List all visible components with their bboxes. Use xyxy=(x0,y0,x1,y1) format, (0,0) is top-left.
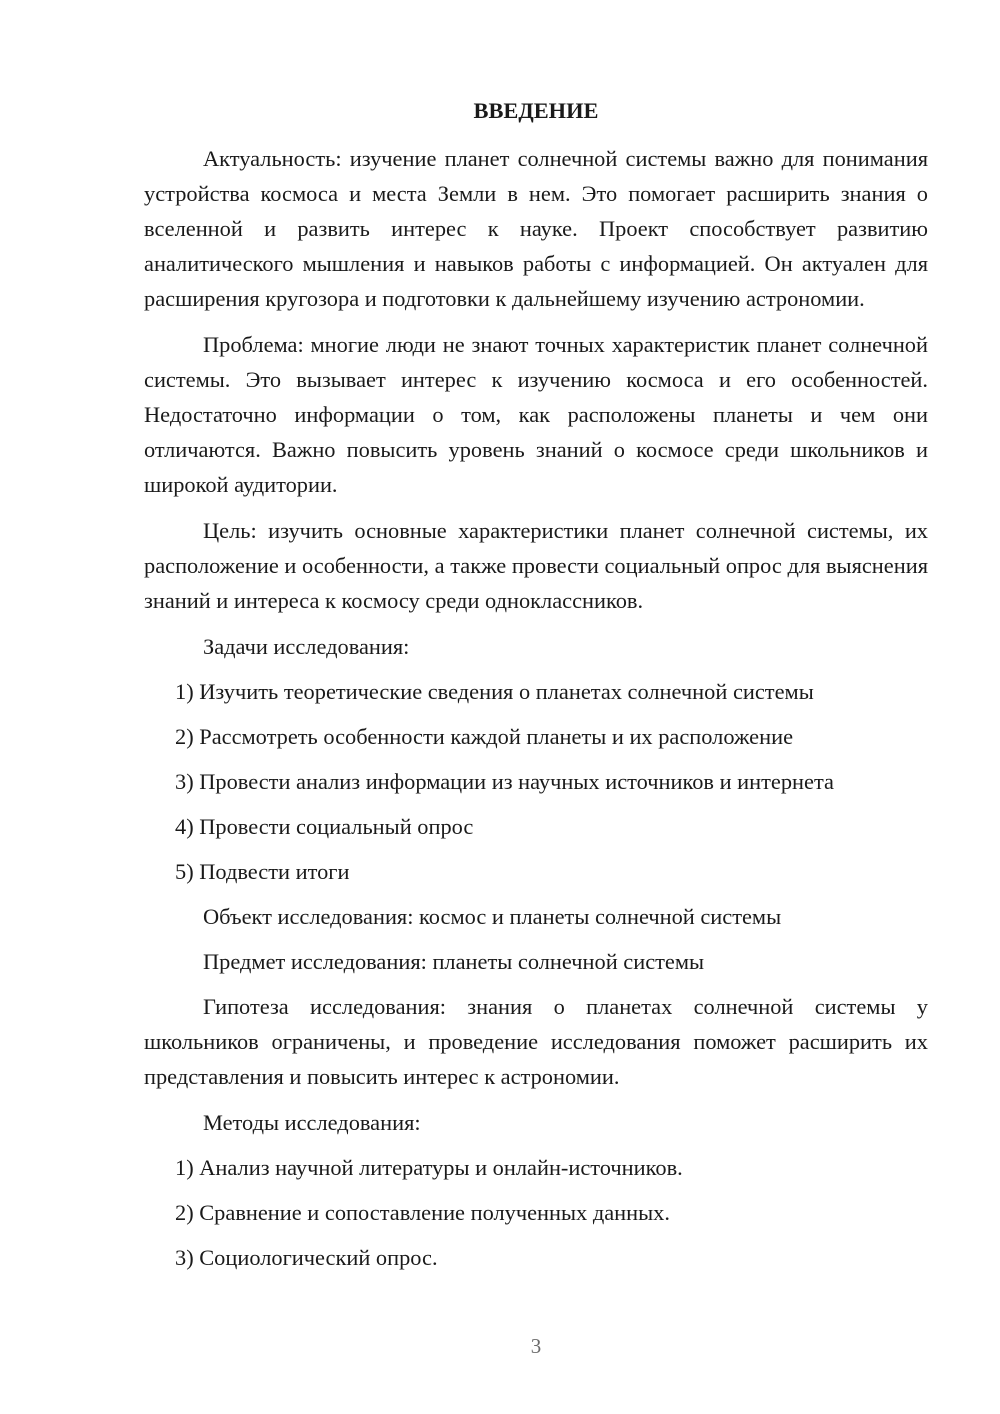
tasks-heading: Задачи исследования: xyxy=(203,634,410,659)
methods-heading: Методы исследования: xyxy=(203,1110,421,1135)
tasks-list xyxy=(144,674,928,889)
task-item: 5) Подвести итоги xyxy=(175,859,350,884)
object-paragraph: Объект исследования: космос и планеты солнечной системы xyxy=(203,904,782,929)
methods-list xyxy=(144,1150,928,1275)
method-item: 3) Социологический опрос. xyxy=(175,1245,438,1270)
task-item: 2) Рассмотреть особенности каждой планеты и их расположение xyxy=(175,724,794,749)
task-item: 4) Провести социальный опрос xyxy=(175,814,474,839)
goal-paragraph: Цель: изучить основные характеристики планет солнечной системы, их расположение и особенности, а также провести социальный опрос для выяснения знаний и интереса к космосу среди одноклассников. xyxy=(144,518,928,613)
task-item: 1) Изучить теоретические сведения о планетах солнечной системы xyxy=(175,679,814,704)
page-content xyxy=(144,94,928,1285)
relevance-paragraph: Актуальность: изучение планет солнечной системы важно для понимания устройства космоса и места Земли в нем. Это помогает расширить знания о вселенной и развить интерес к науке. Проект способствует развитию аналитического мышления и навыков работы с информацией. Он актуален для расширения кругозора и подготовки к дальнейшему изучению астрономии. xyxy=(144,146,928,311)
method-item: 2) Сравнение и сопоставление полученных данных. xyxy=(175,1200,670,1225)
task-item: 3) Провести анализ информации из научных источников и интернета xyxy=(175,769,834,794)
problem-paragraph: Проблема: многие люди не знают точных характеристик планет солнечной системы. Это вызывает интерес к изучению космоса и его особенностей. Недостаточно информации о том, как расположены планеты и чем они отличаются. Важно повысить уровень знаний о космосе среди школьников и широкой аудитории. xyxy=(144,332,928,497)
section-title: ВВЕДЕНИЕ xyxy=(473,98,599,123)
hypothesis-paragraph: Гипотеза исследования: знания о планетах солнечной системы у школьников ограничены, и проведение исследования поможет расширить их представления и повысить интерес к астрономии. xyxy=(144,994,928,1089)
subject-paragraph: Предмет исследования: планеты солнечной системы xyxy=(203,949,705,974)
page-number: 3 xyxy=(530,1334,542,1358)
method-item: 1) Анализ научной литературы и онлайн-источников. xyxy=(175,1155,683,1180)
